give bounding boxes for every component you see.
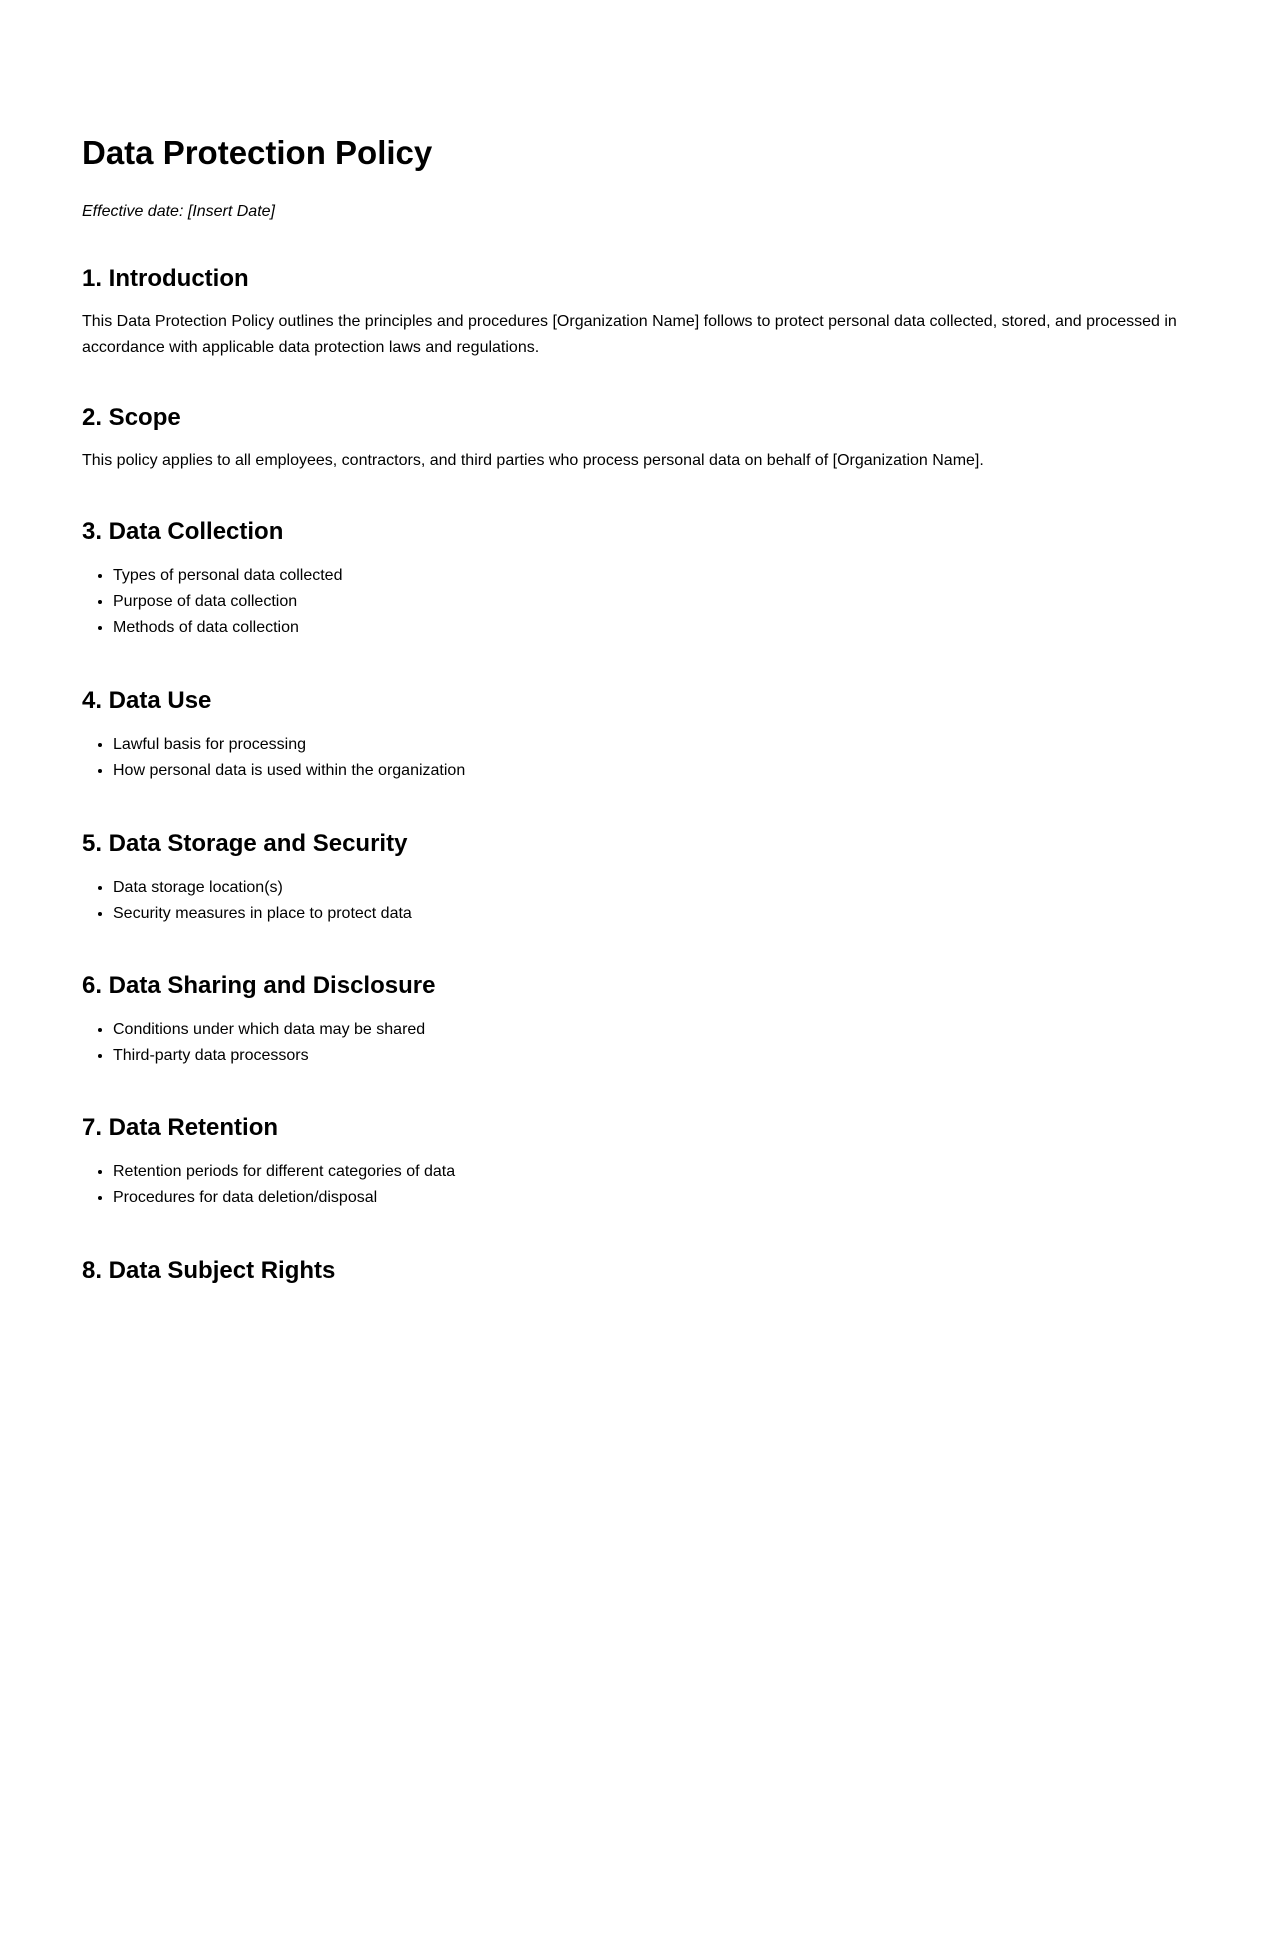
section-heading: 1. Introduction — [82, 265, 249, 292]
section-heading: 8. Data Subject Rights — [82, 1257, 336, 1284]
section-heading: 3. Data Collection — [82, 518, 284, 545]
section-data-retention — [82, 1113, 1192, 1211]
section-data-use — [82, 686, 1192, 784]
section-paragraph: This Data Protection Policy outlines the principles and procedures [Organization Name] follows to protect personal data collected, stored, and processed in accordance with applicable data protection laws and regulations. — [82, 313, 1177, 356]
page-title: Data Protection Policy — [82, 134, 433, 171]
list-item: • Purpose of data collection — [113, 589, 1192, 615]
section-paragraph: This policy applies to all employees, contractors, and third parties who process personal data on behalf of [Organization Name]. — [82, 452, 984, 469]
list-item: • Retention periods for different categories of data — [113, 1159, 1192, 1185]
list-item: • Third-party data processors — [113, 1043, 1192, 1069]
section-data-collection — [82, 517, 1192, 641]
list-item: • Data storage location(s) — [113, 875, 1192, 901]
list-item: • Procedures for data deletion/disposal — [113, 1185, 1192, 1211]
list-item: • How personal data is used within the organization — [113, 758, 1192, 784]
section-heading: 2. Scope — [82, 404, 181, 431]
effective-date: Effective date: [Insert Date] — [82, 203, 275, 220]
bullet-list — [82, 1159, 1192, 1211]
section-data-sharing-disclosure — [82, 971, 1192, 1069]
section-scope — [82, 403, 1192, 474]
list-item: • Lawful basis for processing — [113, 732, 1192, 758]
bullet-list — [82, 1017, 1192, 1069]
section-data-storage-security — [82, 829, 1192, 927]
section-heading: 6. Data Sharing and Disclosure — [82, 972, 436, 999]
list-item: • Methods of data collection — [113, 615, 1192, 641]
list-item: • Types of personal data collected — [113, 563, 1192, 589]
section-heading: 4. Data Use — [82, 687, 212, 714]
section-heading: 7. Data Retention — [82, 1114, 279, 1141]
section-introduction — [82, 264, 1192, 361]
list-item: • Security measures in place to protect data — [113, 901, 1192, 927]
list-item: • Conditions under which data may be shared — [113, 1017, 1192, 1043]
bullet-list — [82, 732, 1192, 784]
bullet-list — [82, 875, 1192, 927]
bullet-list — [82, 563, 1192, 641]
section-data-subject-rights — [82, 1256, 1192, 1286]
section-heading: 5. Data Storage and Security — [82, 830, 408, 857]
